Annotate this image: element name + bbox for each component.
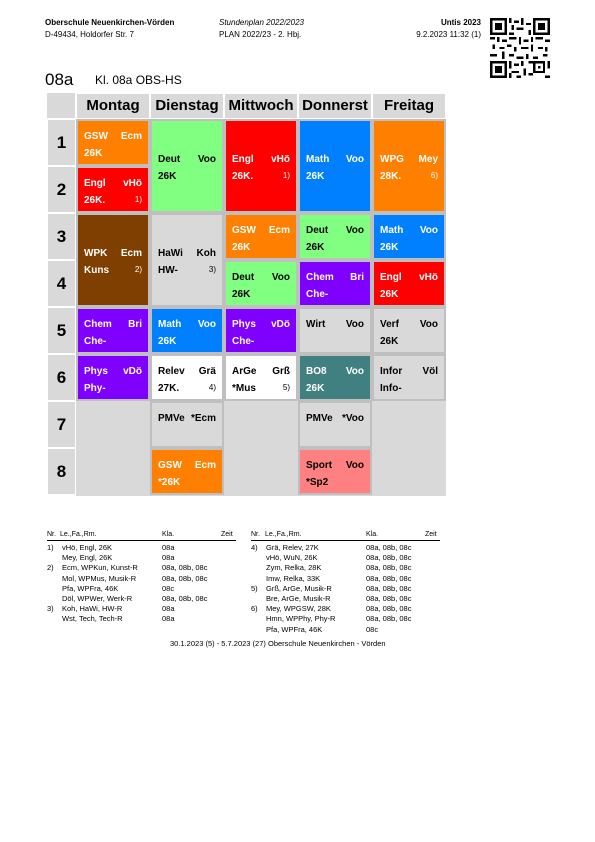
lesson-cell[interactable] [372, 213, 446, 260]
footnote-classes: 08a, 08b, 08c [162, 594, 208, 603]
lesson-teacher: Voo [345, 225, 364, 236]
lesson-teacher: vDö [271, 319, 290, 330]
lesson-cell[interactable] [150, 448, 224, 495]
lesson-subject: HaWi [158, 248, 183, 259]
lesson-subject: GSW [232, 225, 256, 236]
footnote-classes: 08a, 08b, 08c [366, 553, 412, 563]
lesson-room: Phy- [84, 383, 106, 394]
lesson-teacher: vHö [419, 272, 438, 283]
lesson-room: *26K [158, 477, 181, 488]
lesson-subject: WPK [84, 248, 108, 259]
lesson-room: 26K [306, 171, 325, 182]
lesson-room: 26K. [232, 171, 254, 182]
lesson-cell[interactable] [150, 307, 224, 354]
lesson-subject: Infor [380, 366, 403, 377]
lesson-room: 26K [380, 242, 399, 253]
lesson-teacher: Voo [197, 319, 216, 330]
day-header: Mittwoch [224, 93, 298, 119]
lesson-teacher: Mey [418, 154, 438, 165]
footnote-entry: Mol, WPMus, Musik-R [62, 573, 137, 583]
day-header: Montag [76, 93, 150, 119]
fn-right-rule [251, 540, 440, 541]
lesson-teacher: Voo [419, 319, 438, 330]
lesson-cell[interactable] [150, 213, 224, 307]
lesson-teacher: Voo [345, 319, 364, 330]
lesson-teacher: Grä [198, 366, 216, 377]
lesson-teacher: Voo [271, 272, 290, 283]
lesson-subject: Relev [158, 366, 185, 377]
lesson-teacher: Bri [350, 272, 364, 283]
lesson-footnote-ref: 2) [134, 265, 142, 274]
lesson-room: Che- [84, 336, 107, 347]
footnote-classes: 08c [366, 624, 379, 634]
lesson-cell[interactable] [372, 307, 446, 354]
footnote-entry: Grß, ArGe, Musik-R [266, 583, 332, 593]
lesson-footnote-ref: 6) [430, 171, 438, 180]
period-header: 6 [47, 354, 76, 401]
lesson-teacher: Ecm [194, 460, 216, 471]
lesson-room: 26K. [84, 195, 106, 206]
lesson-room: 26K [232, 289, 251, 300]
lesson-room: 26K [380, 289, 399, 300]
footnote-classes: 08a, 08b, 08c [366, 563, 412, 573]
footnote-classes: 08a, 08b, 08c [162, 573, 208, 583]
period-header: 3 [47, 213, 76, 260]
footnote-entry: Grä, Relev, 27K [266, 543, 319, 552]
school-name: Oberschule Neuenkirchen-Vörden [45, 18, 175, 27]
lesson-cell[interactable] [298, 448, 372, 495]
timetable-grid [47, 93, 446, 496]
lesson-subject: Chem [306, 272, 334, 283]
lesson-subject: ArGe [232, 366, 257, 377]
grid-corner [47, 93, 76, 119]
lesson-teacher: vHö [271, 154, 290, 165]
lesson-footnote-ref: 5) [282, 383, 290, 392]
footnote-classes: 08a [162, 604, 175, 614]
lesson-footnote-ref: 1) [134, 195, 142, 204]
lesson-subject: Phys [84, 366, 108, 377]
lesson-teacher: *Ecm [190, 413, 216, 424]
footnote-classes: 08a, 08b, 08c [366, 543, 412, 552]
lesson-room: 26K [232, 242, 251, 253]
lesson-cell[interactable] [372, 260, 446, 307]
lesson-subject: GSW [158, 460, 182, 471]
lesson-teacher: Voo [345, 366, 364, 377]
lesson-teacher: vDö [123, 366, 142, 377]
lesson-teacher: Bri [128, 319, 142, 330]
footnote-number: 2) [47, 563, 54, 573]
footnote-classes: 08a, 08b, 08c [162, 563, 208, 573]
lesson-cell[interactable] [150, 401, 224, 448]
footnote-classes: 08a, 08b, 08c [366, 594, 412, 603]
lesson-cell[interactable] [298, 213, 372, 260]
lesson-room: *Mus [232, 383, 256, 394]
class-code: 08a [45, 70, 74, 89]
lesson-teacher: Ecm [120, 248, 142, 259]
fn-right-header-kla: Kla. [366, 531, 379, 538]
lesson-subject: Verf [380, 319, 399, 330]
lesson-teacher: Ecm [120, 131, 142, 142]
lesson-teacher: vHö [123, 178, 142, 189]
day-header: Donnerst [298, 93, 372, 119]
lesson-subject: Math [380, 225, 404, 236]
lesson-subject: Wirt [306, 319, 326, 330]
plan-title: Stundenplan 2022/2023 [219, 18, 304, 27]
footnote-classes: 08a [162, 543, 175, 552]
footnote-classes: 08a, 08b, 08c [366, 604, 412, 614]
lesson-subject: Engl [84, 178, 106, 189]
fn-left-header-le: Le.,Fa.,Rm. [60, 531, 97, 538]
footnote-classes: 08a, 08b, 08c [366, 573, 412, 583]
footnote-classes: 08a, 08b, 08c [366, 583, 412, 593]
footnote-entry: Zym, Relka, 28K [266, 563, 322, 573]
lesson-room: Che- [232, 336, 255, 347]
lesson-teacher: Voo [197, 154, 216, 165]
lesson-footnote-ref: 1) [282, 171, 290, 180]
lesson-cell[interactable] [298, 354, 372, 401]
lesson-room: Kuns [84, 265, 109, 276]
lesson-cell[interactable] [224, 213, 298, 260]
footnote-entry: Mey, Engl, 26K [62, 553, 113, 563]
lesson-teacher: Grß [272, 366, 290, 377]
lesson-subject: Math [158, 319, 182, 330]
footnote-entry: vHö, Engl, 26K [62, 543, 113, 552]
print-timestamp: 9.2.2023 11:32 (1) [416, 30, 481, 39]
lesson-cell[interactable] [76, 119, 150, 166]
lesson-cell[interactable] [150, 354, 224, 401]
lesson-room: 26K [380, 336, 399, 347]
lesson-room: *Sp2 [306, 477, 329, 488]
fn-left-rule [47, 540, 236, 541]
lesson-cell[interactable] [150, 119, 224, 213]
lesson-cell[interactable] [224, 354, 298, 401]
footnote-number: 6) [251, 604, 258, 614]
footnote-entry: Hmn, WPPhy, Phy-R [266, 614, 336, 624]
fn-left-header-zeit: Zeit [221, 531, 233, 538]
lesson-cell[interactable] [76, 307, 150, 354]
lesson-room: HW- [158, 265, 178, 276]
lesson-subject: Deut [232, 272, 255, 283]
lesson-subject: Chem [84, 319, 112, 330]
school-address: D-49434, Holdorfer Str. 7 [45, 30, 134, 39]
lesson-subject: Deut [158, 154, 181, 165]
lesson-room: 26K [306, 242, 325, 253]
footnote-entry: Döl, WPWer, Werk-R [62, 594, 133, 603]
fn-right-header-nr: Nr. [251, 531, 260, 538]
lesson-subject: Phys [232, 319, 256, 330]
lesson-cell[interactable] [76, 354, 150, 401]
lesson-subject: GSW [84, 131, 108, 142]
footnote-entry: vHö, WuN, 26K [266, 553, 318, 563]
footnote-entry: Pfa, WPFra, 46K [266, 624, 323, 634]
lesson-teacher: *Voo [341, 413, 364, 424]
footnote-number: 3) [47, 604, 54, 614]
class-name: Kl. 08a OBS-HS [95, 73, 182, 87]
period-header: 4 [47, 260, 76, 307]
lesson-cell[interactable] [372, 354, 446, 401]
period-header: 1 [47, 119, 76, 166]
lesson-cell[interactable] [76, 166, 150, 213]
lesson-cell[interactable] [298, 119, 372, 213]
lesson-cell[interactable] [224, 307, 298, 354]
footnote-number: 1) [47, 543, 54, 552]
lesson-subject: PMVe [158, 413, 185, 424]
lesson-cell[interactable] [298, 401, 372, 448]
footnote-entry: Mey, WPGSW, 28K [266, 604, 331, 614]
lesson-teacher: Ecm [268, 225, 290, 236]
footnote-entry: Pfa, WPFra, 46K [62, 583, 119, 593]
lesson-subject: PMVe [306, 413, 333, 424]
period-header: 8 [47, 448, 76, 495]
lesson-room: Che- [306, 289, 329, 300]
lesson-room: 26K [158, 171, 177, 182]
footnote-entry: Wst, Tech, Tech-R [62, 614, 123, 624]
footnote-classes: 08a [162, 614, 175, 624]
lesson-teacher: Völ [422, 366, 438, 377]
fn-left-header-nr: Nr. [47, 531, 56, 538]
lesson-footnote-ref: 4) [208, 383, 216, 392]
lesson-subject: Engl [232, 154, 254, 165]
period-header: 2 [47, 166, 76, 213]
day-header: Freitag [372, 93, 446, 119]
lesson-cell[interactable] [224, 119, 298, 213]
validity-footer: 30.1.2023 (5) - 5.7.2023 (27) Oberschule Neuenkirchen - Vörden [170, 639, 386, 648]
footnote-number: 4) [251, 543, 258, 552]
lesson-room: 26K [84, 148, 103, 159]
lesson-room: 28K. [380, 171, 402, 182]
lesson-subject: Math [306, 154, 330, 165]
lesson-cell[interactable] [298, 307, 372, 354]
lesson-teacher: Voo [345, 460, 364, 471]
footnote-entry: Ecm, WPKun, Kunst-R [62, 563, 138, 573]
lesson-cell[interactable] [76, 213, 150, 307]
lesson-cell[interactable] [372, 119, 446, 213]
lesson-room: 26K [158, 336, 177, 347]
footnote-classes: 08a [162, 553, 175, 563]
fn-right-header-zeit: Zeit [425, 531, 437, 538]
lesson-teacher: Voo [419, 225, 438, 236]
lesson-room: 27K. [158, 383, 180, 394]
lesson-subject: Engl [380, 272, 402, 283]
lesson-cell[interactable] [298, 260, 372, 307]
qr-code-icon [490, 18, 550, 78]
lesson-teacher: Koh [196, 248, 216, 259]
fn-left-header-kla: Kla. [162, 531, 175, 538]
lesson-room: Info- [380, 383, 402, 394]
footnote-number: 5) [251, 583, 258, 593]
lesson-footnote-ref: 3) [208, 265, 216, 274]
lesson-subject: Sport [306, 460, 333, 471]
footnote-entry: Bre, ArGe, Musik-R [266, 594, 331, 603]
fn-right-header-le: Le.,Fa.,Rm. [265, 531, 302, 538]
lesson-subject: WPG [380, 154, 404, 165]
footnote-classes: 08a, 08b, 08c [366, 614, 412, 624]
lesson-cell[interactable] [224, 260, 298, 307]
lesson-room: 26K [306, 383, 325, 394]
period-header: 7 [47, 401, 76, 448]
footnote-classes: 08c [162, 583, 175, 593]
lesson-subject: Deut [306, 225, 329, 236]
plan-subtitle: PLAN 2022/23 - 2. Hbj. [219, 30, 302, 39]
lesson-subject: BO8 [306, 366, 327, 377]
period-header: 5 [47, 307, 76, 354]
app-name: Untis 2023 [440, 18, 481, 27]
footnote-entry: Koh, HaWi, HW-R [62, 604, 123, 614]
footnote-entry: Imw, Relka, 33K [266, 573, 321, 583]
day-header: Dienstag [150, 93, 224, 119]
lesson-teacher: Voo [345, 154, 364, 165]
